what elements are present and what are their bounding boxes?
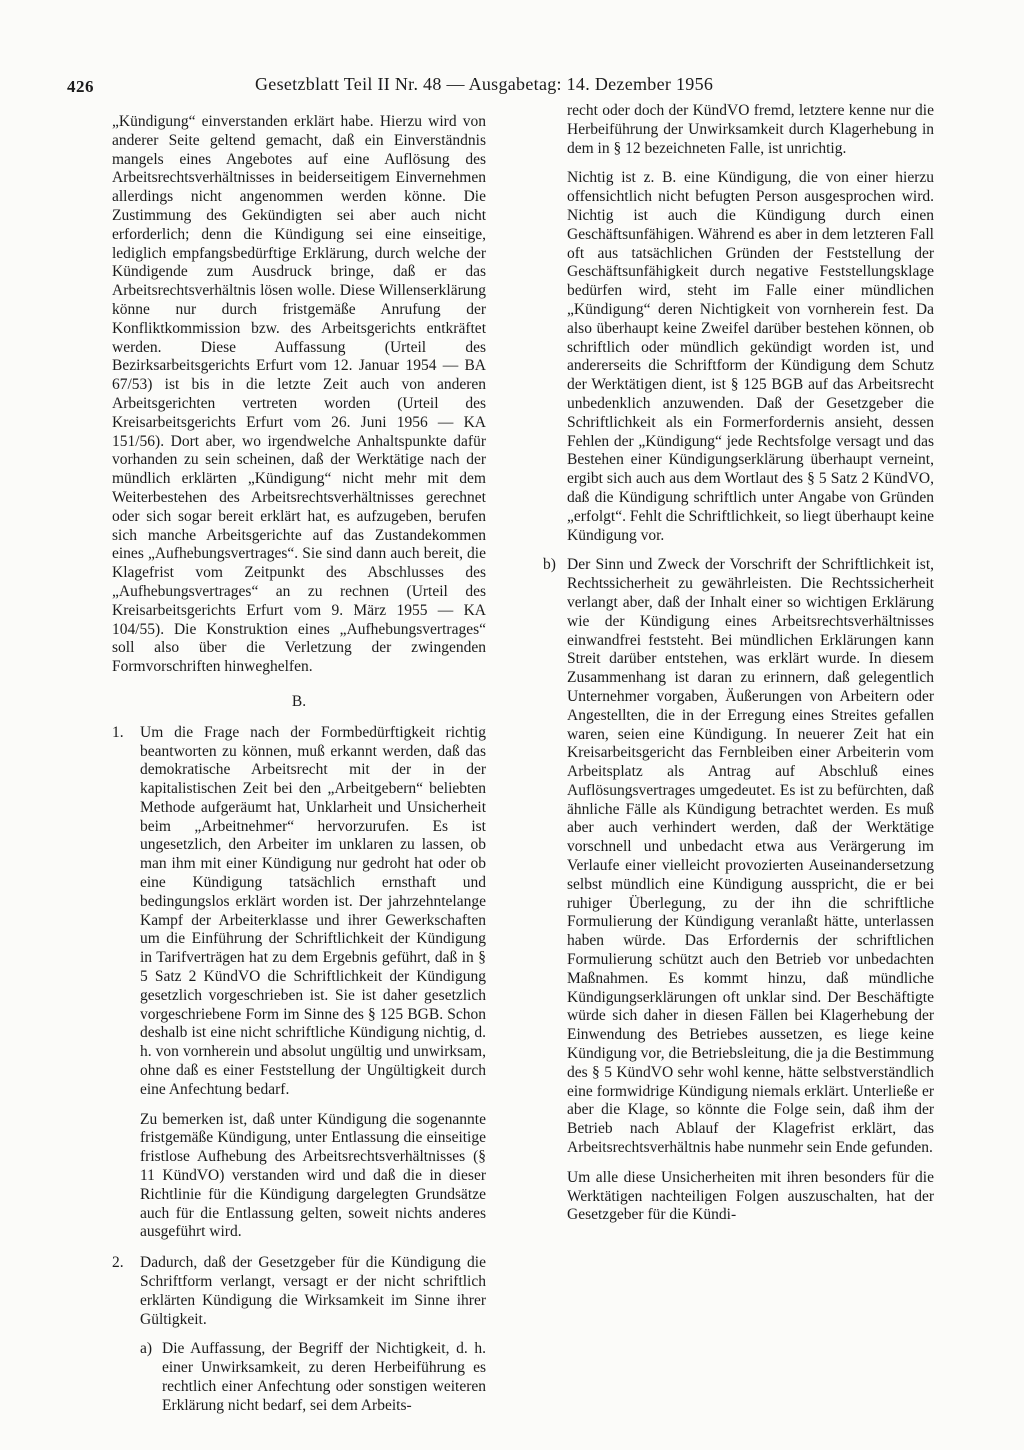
sub-item-a [140,1340,486,1415]
sub-item-paragraph: Die Auffassung, der Begriff der Nichtigkeit, d. h. einer Unwirksamkeit, zu deren Herbeiführung es rechtlich einer Anfechtung oder sonstigen weiteren Erklärung nicht bedarf, sei dem Arbeits- [162,1340,486,1414]
sub-item-paragraph: Der Sinn und Zweck der Vorschrift der Schriftlichkeit ist, Rechtssicherheit zu gewährleisten. Die Rechtssicherheit verlangt aber, daß der Inhalt einer so wichtigen Erklärung wie der Kündigung eines Arbeitsrechtsverhältnisses einwandfrei feststeht. Bei mündlichen Erklärungen kann Streit darüber entstehen, was erklärt wurde. In diesem Zusammenhang ist daran zu erinnern, daß gelegentlich Unternehmer vorgaben, Äußerungen von Arbeitern oder Angestellten, die in der Erregung eines Streites gefallen waren, seien eine Kündigung. In neuerer Zeit hat ein Kreisarbeitsgericht das Fernbleiben einer Arbeiterin vom Arbeitsplatz als Antrag auf Abschluß eines Auflösungsvertrages umgedeutet. Es ist zu befürchten, daß ähnliche Fälle als Kündigung betrachtet werden. Es muß aber auch verhindert werden, daß der Werktätige vorschnell und unbedacht etwa aus Verärgerung im Verlaufe einer vielleicht provozierten Auseinandersetzung selbst mündlich eine Kündigung ausspricht, die er bei ruhiger Überlegung, zu der ihn die schriftliche Formulierung der Kündigung veranlaßt hätte, unterlassen haben würde. Das Erfordernis der schriftlichen Formulierung schützt auch den Betrieb vor unbedachten Maßnahmen. Es kommt hinzu, daß mündliche Kündigungserklärungen oft unklar sind. Der Beschäftigte würde sich daher in diesen Fällen bei Klagerhebung der Einwendung des Betriebes aussetzen, es liege keine Kündigung vor, die Betriebsleitung, die ja die Bestimmung des § 5 KündVO sehr wohl kenne, hätte selbstverständlich eine formwidrige Kündigung niemals erklärt. Unterließe er aber die Klage, so könnte die Folge sein, daß ihm der Betrieb nach Ablauf der Klagefrist erklärt, das Arbeitsrechtsverhältnis habe nunmehr sein Ende gefunden. [567,556,934,1157]
paragraph: Nichtig ist z. B. eine Kündigung, die von einer hierzu offensichtlich nicht befugten Person ausgesprochen wird. Nichtig ist auch die Kündigung durch einen Geschäftsunfähigen. Während es aber in dem letzteren Fall oft aus tatsächlichen Gründen der Feststellung der Geschäftsunfähigkeit durch negative Feststellungsklage bedürfen wird, steht im Falle einer mündlichen „Kündigung“ deren Nichtigkeit von vornherein fest. Da also überhaupt keine Zweifel darüber bestehen können, ob schriftlich oder mündlich gekündigt worden ist, und andererseits die Schriftform der Kündigung dem Schutz der Werktätigen dient, ist § 125 BGB auf das Arbeitsrecht unbedenklich anzuwenden. Daß der Gesetzgeber die Schriftlichkeit als ein Formerfordernis ansieht, dessen Fehlen der „Kündigung“ jede Rechtsfolge versagt und das Bestehen einer Kündigungserklärung überhaupt verneint, ergibt sich auch aus dem Wortlaut des § 5 Satz 2 KündVO, daß die Kündigung schriftlich unter Angabe von Gründen „erfolgt“. Fehlt die Schriftlichkeit, so liegt überhaupt keine Kündigung vor. [567,169,934,544]
numbered-item-1 [112,724,486,1243]
item-paragraph: Zu bemerken ist, daß unter Kündigung die sogenannte fristgemäße Kündigung, unter Entlassung die einseitige fristlose Aufhebung des Arbeitsrechtsverhältnisses (§ 11 KündVO) verstanden wird und daß die in dieser Richtlinie für die Kündigung dargelegten Grundsätze auch für die Entlassung gelten, soweit nichts anderes ausgeführt wird. [140,1110,486,1241]
paragraph: „Kündigung“ einverstanden erklärt habe. Hierzu wird von anderer Seite geltend gemacht, daß ein Einverständnis mangels eines Angebotes auf eine Auflösung des Arbeitsrechtsverhältnisses in beiderseitigem Einvernehmen allerdings nicht angenommen werden könne. Die Zustimmung des Gekündigten sei aber auch nicht erforderlich; denn die Kündigung sei eine einseitige, lediglich empfangsbedürftige Erklärung, durch welche der Kündigende zum Ausdruck bringe, daß er das Arbeitsrechtsverhältnis lösen wolle. Diese Willenserklärung könne nur durch fristgemäße Anrufung der Konfliktkommission bzw. des Arbeitsgerichts entkräftet werden. Diese Auffassung (Urteil des Bezirksarbeitsgerichts Erfurt vom 12. Januar 1954 — BA 67/53) ist bis in die letzte Zeit auch von anderen Arbeitsgerichten vertreten worden (Urteil des Kreisarbeitsgerichts Erfurt vom 26. Juni 1956 — KA 151/56). Dort aber, wo irgendwelche Anhaltspunkte dafür vorhanden zu sein scheinen, daß der Werktätige nach der mündlich erklärten „Kündigung“ nicht mehr mit dem Weiterbestehen des Arbeitsrechtsverhältnisses gerechnet oder sich sogar bereit erklärt hat, es aufzugeben, berufen sich manche Arbeitsgerichte auf das Zustandekommen eines „Aufhebungsvertrages“. Sie sind dann auch bereit, die Klagefrist vom Zeitpunkt des Abschlusses des „Aufhebungsvertrages“ an zu rechnen (Urteil des Kreisarbeitsgerichts Erfurt vom 9. März 1955 — KA 104/55). Die Konstruktion eines „Aufhebungsvertrages“ soll also über die Verletzung der zwingenden Formvorschriften hinweghelfen. [112,113,486,676]
page-number: 426 [67,77,94,96]
numbered-item-2 [112,1254,486,1415]
left-column [112,113,486,1428]
paragraph: recht oder doch der KündVO fremd, letztere kenne nur die Herbeiführung der Unwirksamkeit durch Klagerhebung in dem in § 12 bezeichneten Falle, ist unrichtig. [567,102,934,157]
sub-item-b [543,556,934,1225]
section-heading: B. [291,692,307,710]
item-number: 1. [112,723,124,741]
right-column [543,102,934,1237]
sub-item-label: a) [140,1340,153,1358]
item-paragraph: Dadurch, daß der Gesetzgeber für die Kündigung die Schriftform verlangt, versagt er der nicht schriftlich erklärten Kündigung die Wirksamkeit im Sinne ihrer Gültigkeit. [140,1254,486,1328]
item-paragraph: Um die Frage nach der Formbedürftigkeit richtig beantworten zu können, muß erkannt werden, daß das demokratische Arbeitsrecht mit der in der kapitalistischen Zeit bei den „Arbeitgebern“ beliebten Methode aufgeräumt hat, Unklarheit und Unsicherheit beim „Arbeitnehmer“ hervorzurufen. Es ist ungesetzlich, den Arbeiter im unklaren zu lassen, ob man ihm mit einer Kündigung nur gedroht hat oder ob eine Kündigung tatsächlich ernsthaft und bedingungslos erklärt worden ist. Der jahrzehntelange Kampf der Arbeiterklasse und ihrer Gewerkschaften um die Einführung der Schriftlichkeit der Kündigung in Tarifverträgen hat zu dem Ergebnis geführt, daß in § 5 Satz 2 KündVO die Schriftlichkeit der Kündigung gesetzlich vorgeschrieben ist. Sie ist daher gesetzlich vorgeschriebene Form im Sinne des § 125 BGB. Schon deshalb ist eine nicht schriftliche Kündigung nichtig, d. h. von vornherein und absolut ungültig und unwirksam, ohne daß es einer Feststellung der Ungültigkeit durch eine Anfechtung bedarf. [140,723,486,1098]
running-head: Gesetzblatt Teil II Nr. 48 — Ausgabetag: 14. Dezember 1956 [255,74,714,94]
item-number: 2. [112,1254,124,1272]
sub-item-label: b) [543,556,556,574]
sub-item-paragraph: Um alle diese Unsicherheiten mit ihren besonders für die Werktätigen nachteiligen Folgen auszuschalten, hat der Gesetzgeber für die Kündi- [567,1168,934,1224]
